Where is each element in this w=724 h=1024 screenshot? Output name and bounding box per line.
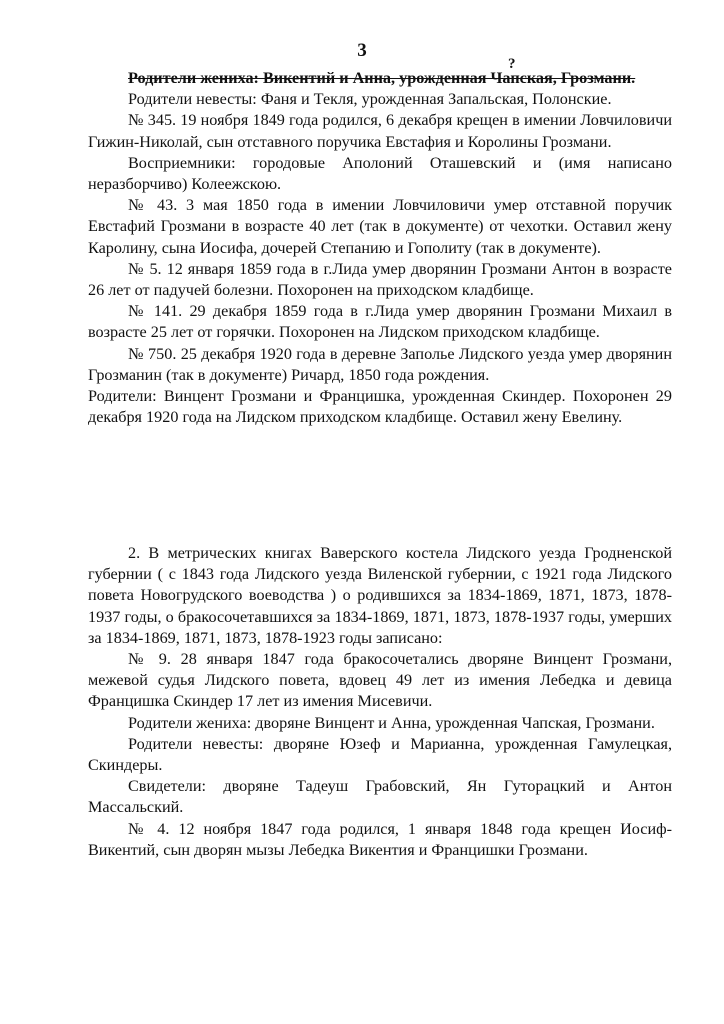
paragraph: 2. В метрических книгах Ваверского костела Лидского уезда Гродненской губернии ( с 1843 года Лидского уезда Виленской губернии, с 1921 года Лидского повета Новогрудского воеводства ) о родившихся за 1834-1869, 1871, 1873, 1878-1937 годы, о бракосочетавшихся за 1834-1869, 1871, 1873, 1878-1937 годы, умерших за 1834-1869, 1871, 1873, 1878-1923 годы записано: bbox=[88, 544, 672, 647]
paragraph: Родители невесты: дворяне Юзеф и Марианна, урожденная Гамулецкая, Скиндеры. bbox=[88, 734, 672, 775]
paragraph: № 43. 3 мая 1850 года в имении Ловчиловичи умер отставной поручик Евстафий Грозмани в возрасте 40 лет (так в документе) от чехотки. Оставил жену Каролину, сына Иосифа, дочерей Степанию и Гополиту (так в документе). bbox=[88, 196, 672, 257]
paragraph: № 345. 19 ноября 1849 года родился, 6 декабря крещен в имении Ловчиловичи Гижин-Николай, сын отставного поручика Евстафия и Королины Грозмани. bbox=[88, 111, 672, 151]
paragraph: Восприемники: городовые Аполоний Оташевский и (имя написано неразборчиво) Колеежскою. bbox=[88, 153, 672, 194]
paragraph: № 5. 12 января 1859 года в г.Лида умер дворянин Грозмани Антон в возрасте 26 лет от падучей болезни. Похоронен на приходском кладбище. bbox=[88, 259, 672, 300]
paragraph: Родители жениха: дворяне Винцент и Анна, урожденная Чапская, Грозмани. bbox=[128, 713, 655, 732]
section-1 bbox=[88, 68, 672, 428]
paragraph: Свидетели: дворяне Тадеуш Грабовский, Ян Гуторацкий и Антон Массальский. bbox=[88, 777, 672, 817]
paragraph: Родители жениха: Викентий и Анна, урожденная Чапская, Грозмани. bbox=[128, 69, 636, 87]
paragraph: № 141. 29 декабря 1859 года в г.Лида умер дворянин Грозмани Михаил в возрасте 25 лет от горячки. Похоронен на Лидском приходском кладбище. bbox=[88, 302, 672, 342]
section-2 bbox=[88, 543, 672, 861]
page-number: 3 bbox=[357, 40, 367, 61]
paragraph: № 750. 25 декабря 1920 года в деревне Заполье Лидского уезда умер дворянин Грозманин (так в документе) Ричард, 1850 года рождения. bbox=[88, 344, 672, 384]
paragraph: Родители невесты: Фаня и Текля, урожденная Запальская, Полонские. bbox=[128, 90, 612, 109]
paragraph: Родители: Винцент Грозмани и Францишка, урожденная Скиндер. Похоронен 29 декабря 1920 года на Лидском приходском кладбище. Оставил жену Евелину. bbox=[88, 387, 672, 427]
paragraph: № 4. 12 ноября 1847 года родился, 1 января 1848 года крещен Иосиф-Викентий, сын дворян мызы Лебедка Викентия и Францишки Грозмани. bbox=[88, 819, 672, 859]
handwritten-mark: ? bbox=[508, 56, 516, 72]
paragraph: № 9. 28 января 1847 года бракосочетались дворяне Винцент Грозмани, межевой судья Лидского повета, вдовец 49 лет из имения Лебедка и девица Францишка Скиндер 17 лет из имения Мисевичи. bbox=[88, 650, 672, 711]
